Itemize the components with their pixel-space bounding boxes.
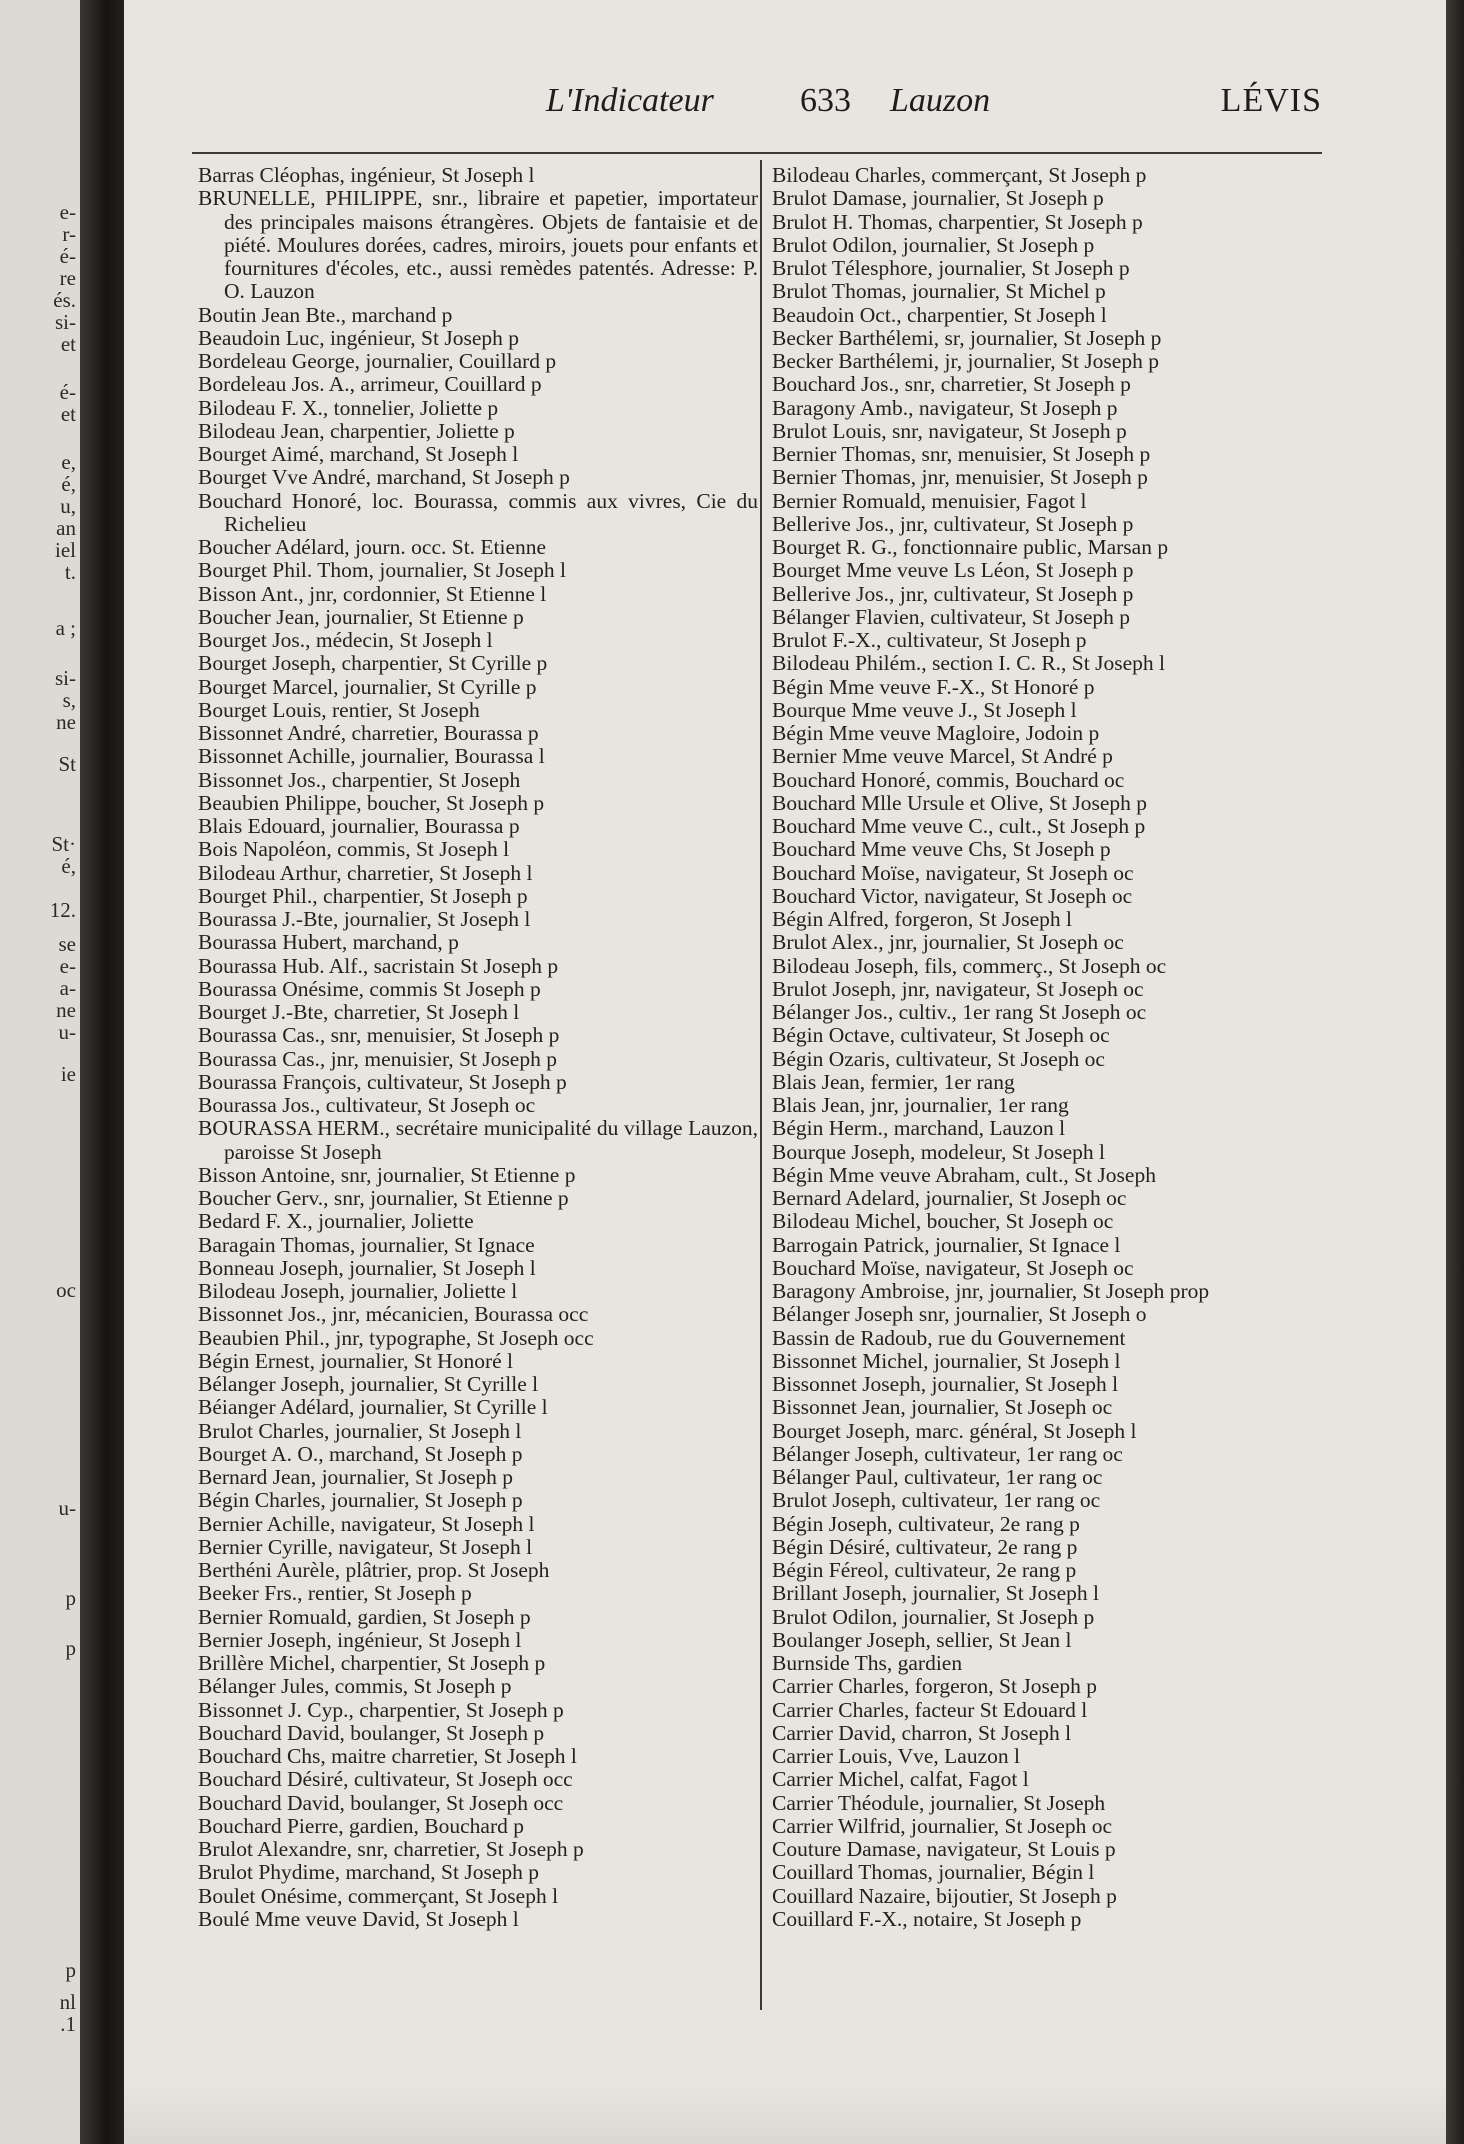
prev-page-fragment: p — [65, 1586, 76, 1610]
directory-entry: Becker Barthélemi, jr, journalier, St Joseph p — [772, 349, 1159, 373]
directory-entry: Bélanger Joseph, cultivateur, 1er rang oc — [772, 1441, 1123, 1466]
directory-entry: Bilodeau Philém., section I. C. R., St Joseph l — [772, 651, 1165, 676]
directory-entry: Bourget Joseph, marc. général, St Joseph l — [772, 1418, 1137, 1443]
prev-page-fragment: a- — [59, 976, 76, 1000]
directory-entry: Bélanger Paul, cultivateur, 1er rang oc — [772, 1465, 1103, 1489]
directory-entry: Bélanger Jos., cultiv., 1er rang St Joseph oc — [772, 1000, 1147, 1024]
directory-entry: BRUNELLE, PHILIPPE, snr., libraire et papetier, importateur des principales maisons étrangères. Objets de fantaisie et de piété. Moulures dorées, cadres, miroirs, jouets pour enfants et fournitures d'écoles, etc., aussi remèdes patentés. Adresse: P. O. Lauzon — [198, 186, 758, 304]
prev-page-fragment: p — [65, 1636, 76, 1660]
prev-page-fragment: an — [56, 516, 76, 540]
directory-entry: Bouchard David, boulanger, St Joseph occ — [198, 1790, 564, 1815]
directory-entry: Couillard Nazaire, bijoutier, St Joseph p — [772, 1883, 1117, 1908]
prev-page-fragment: p — [65, 1958, 76, 1982]
directory-entry: Beaubien Philippe, boucher, St Joseph p — [198, 790, 545, 815]
directory-entry: Bernard Jean, journalier, St Joseph p — [198, 1465, 513, 1489]
directory-entry: Bilodeau Joseph, fils, commerç., St Joseph oc — [772, 953, 1167, 978]
prev-page-fragment: és. — [53, 288, 76, 312]
directory-entry: Bourget Mme veuve Ls Léon, St Joseph p — [772, 558, 1134, 583]
directory-entry: Bissonnet Achille, journalier, Bourassa l — [198, 744, 545, 769]
directory-entry: Bourassa Hub. Alf., sacristain St Joseph p — [198, 953, 559, 978]
directory-entry: Bernier Mme veuve Marcel, St André p — [772, 744, 1113, 769]
directory-entry: Bourassa Hubert, marchand, p — [198, 930, 459, 955]
directory-entry: Bernier Achille, navigateur, St Joseph l — [198, 1511, 535, 1536]
directory-entry: Brulot Joseph, jnr, navigateur, St Joseph oc — [772, 976, 1144, 1001]
directory-entry: Brulot Odilon, journalier, St Joseph p — [772, 1604, 1095, 1629]
directory-entry: Beaudoin Oct., charpentier, St Joseph l — [772, 302, 1107, 327]
directory-entry: Blais Jean, fermier, 1er rang — [772, 1069, 1015, 1094]
directory-entry: Bassin de Radoub, rue du Gouvernement — [772, 1325, 1126, 1350]
directory-entry: Brulot Charles, journalier, St Joseph l — [198, 1418, 522, 1443]
directory-entry: Carrier Théodule, journalier, St Joseph — [772, 1790, 1106, 1815]
directory-entry: Bourget Aimé, marchand, St Joseph l — [198, 442, 519, 466]
directory-entry: Bilodeau Jean, charpentier, Joliette p — [198, 418, 515, 443]
prev-page-fragment: iel — [55, 538, 76, 562]
directory-entry: Bourget Joseph, charpentier, St Cyrille p — [198, 651, 548, 676]
directory-entry: Boutin Jean Bte., marchand p — [198, 302, 453, 327]
directory-entry: Bisson Ant., jnr, cordonnier, St Etienne l — [198, 581, 547, 606]
directory-entry: Bourassa J.-Bte, journalier, St Joseph l — [198, 907, 531, 931]
prev-page-fragment: e- — [59, 200, 76, 224]
prev-page-fragment: re — [59, 266, 76, 290]
prev-page-fragment: ie — [60, 1062, 76, 1086]
directory-entry: Bilodeau Arthur, charretier, St Joseph l — [198, 860, 533, 885]
directory-entry: Bouchard Pierre, gardien, Bouchard p — [198, 1813, 524, 1838]
directory-entry: Carrier Charles, forgeron, St Joseph p — [772, 1674, 1098, 1699]
directory-entry: Blais Jean, jnr, journalier, 1er rang — [772, 1093, 1069, 1117]
directory-entry: Bouchard Jos., snr, charretier, St Joseph p — [772, 372, 1131, 397]
directory-entry: Bégin Féreol, cultivateur, 2e rang p — [772, 1558, 1077, 1582]
prev-page-fragment: u, — [60, 494, 76, 518]
directory-entry: Bourget Louis, rentier, St Joseph — [198, 697, 480, 722]
right-column — [772, 164, 1332, 1931]
directory-entry: Bouchard Honoré, loc. Bourassa, commis aux vivres, Cie du Richelieu — [198, 488, 758, 536]
directory-entry: Brillant Joseph, journalier, St Joseph l — [772, 1581, 1099, 1606]
prev-page-fragment: é- — [59, 244, 76, 268]
directory-entry: Boulanger Joseph, sellier, St Jean l — [772, 1627, 1072, 1652]
directory-entry: Bouchard Honoré, commis, Bouchard oc — [772, 767, 1125, 792]
directory-entry: Beaubien Phil., jnr, typographe, St Joseph occ — [198, 1325, 594, 1350]
prev-page-fragment: 12. — [49, 898, 76, 922]
directory-entry: Bedard F. X., journalier, Joliette — [198, 1209, 474, 1234]
prev-page-fragment: ne — [56, 998, 76, 1022]
directory-entry: Couillard F.-X., notaire, St Joseph p — [772, 1906, 1082, 1931]
directory-entry: Bellerive Jos., jnr, cultivateur, St Joseph p — [772, 581, 1134, 606]
directory-entry: Bourget Marcel, journalier, St Cyrille p — [198, 674, 537, 699]
directory-entry: Brulot Odilon, journalier, St Joseph p — [772, 232, 1095, 257]
prev-page-fragment: se — [58, 932, 76, 956]
directory-entry: Bouchard Mlle Ursule et Olive, St Joseph p — [772, 790, 1148, 815]
running-title: L'Indicateur — [546, 82, 714, 119]
directory-entry: Bilodeau Joseph, journalier, Joliette l — [198, 1279, 518, 1303]
directory-entry: Brulot F.-X., cultivateur, St Joseph p — [772, 628, 1087, 652]
directory-entry: Bégin Mme veuve Magloire, Jodoin p — [772, 721, 1100, 745]
directory-entry: Barras Cléophas, ingénieur, St Joseph l — [198, 163, 535, 187]
directory-entry: Bélanger Flavien, cultivateur, St Joseph p — [772, 604, 1130, 629]
directory-entry: Bernier Joseph, ingénieur, St Joseph l — [198, 1627, 522, 1652]
directory-entry: Blais Edouard, journalier, Bourassa p — [198, 814, 520, 838]
directory-entry: Bissonnet Jos., jnr, mécanicien, Bourassa occ — [198, 1302, 589, 1327]
prev-page-fragment: u- — [58, 1020, 76, 1044]
book-gutter — [80, 0, 124, 2144]
directory-entry: Bissonnet Jos., charpentier, St Joseph — [198, 767, 521, 792]
directory-entry: Bourget Phil., charpentier, St Joseph p — [198, 883, 528, 908]
directory-entry: Carrier Louis, Vve, Lauzon l — [772, 1744, 1020, 1768]
directory-entry: Bégin Alfred, forgeron, St Joseph l — [772, 907, 1072, 931]
prev-page-fragment: nl — [59, 1990, 76, 2014]
prev-page-fragment: .1 — [60, 2012, 76, 2036]
column-divider — [760, 160, 762, 2010]
directory-entry: Bélanger Joseph, journalier, St Cyrille l — [198, 1372, 539, 1396]
directory-entry: Bouchard Mme veuve Chs, St Joseph p — [772, 837, 1111, 862]
directory-entry: Bourget J.-Bte, charretier, St Joseph l — [198, 1000, 520, 1024]
header-rule — [192, 152, 1322, 154]
directory-entry: Carrier Michel, calfat, Fagot l — [772, 1767, 1029, 1792]
directory-entry: Bourget Vve André, marchand, St Joseph p — [198, 465, 570, 490]
prev-page-fragment: si- — [55, 666, 76, 690]
directory-entry: Brulot Louis, snr, navigateur, St Joseph p — [772, 418, 1127, 443]
directory-entry: Bissonnet Jean, journalier, St Joseph oc — [772, 1395, 1113, 1420]
prev-page-fragment: é, — [61, 854, 76, 878]
directory-entry: Bélanger Joseph snr, journalier, St Joseph o — [772, 1302, 1147, 1327]
directory-entry: Carrier Charles, facteur St Edouard l — [772, 1697, 1088, 1722]
directory-entry: Bégin Ozaris, cultivateur, St Joseph oc — [772, 1046, 1105, 1071]
directory-entry: Bégin Mme veuve F.-X., St Honoré p — [772, 674, 1095, 699]
directory-entry: Bourget R. G., fonctionnaire public, Marsan p — [772, 535, 1169, 559]
prev-page-fragment: et — [60, 402, 76, 426]
page-number: 633 — [800, 82, 851, 119]
directory-entry: Boucher Gerv., snr, journalier, St Etienne p — [198, 1186, 569, 1210]
directory-entry: Bernier Cyrille, navigateur, St Joseph l — [198, 1534, 533, 1559]
directory-entry: Berthéni Aurèle, plâtrier, prop. St Joseph — [198, 1558, 550, 1582]
directory-entry: Bouchard Victor, navigateur, St Joseph oc — [772, 883, 1133, 908]
directory-entry: Bernard Adelard, journalier, St Joseph oc — [772, 1186, 1127, 1210]
directory-entry: Carrier Wilfrid, journalier, St Joseph oc — [772, 1813, 1113, 1838]
previous-page-edge — [0, 0, 80, 2144]
directory-entry: Beeker Frs., rentier, St Joseph p — [198, 1581, 472, 1606]
directory-entry: Bissonnet Michel, journalier, St Joseph l — [772, 1348, 1121, 1373]
directory-entry: Bégin Désiré, cultivateur, 2e rang p — [772, 1534, 1078, 1559]
directory-entry: Boucher Jean, journalier, St Etienne p — [198, 604, 524, 629]
directory-entry: Bisson Antoine, snr, journalier, St Etienne p — [198, 1162, 576, 1187]
directory-entry: Bouchard Chs, maitre charretier, St Joseph l — [198, 1744, 577, 1768]
directory-entry: Bourque Joseph, modeleur, St Joseph l — [772, 1139, 1105, 1164]
prev-page-fragment: r- — [62, 222, 76, 246]
directory-entry: Bégin Ernest, journalier, St Honoré l — [198, 1348, 514, 1373]
prev-page-fragment: u- — [58, 1496, 76, 1520]
directory-entry: Bernier Romuald, menuisier, Fagot l — [772, 488, 1087, 513]
directory-entry: Baragony Ambroise, jnr, journalier, St Joseph prop — [772, 1279, 1210, 1303]
directory-entry: Becker Barthélemi, sr, journalier, St Joseph p — [772, 325, 1162, 350]
directory-entry: Bordeleau Jos. A., arrimeur, Couillard p — [198, 372, 542, 397]
prev-page-fragment: e- — [59, 954, 76, 978]
directory-entry: Boucher Adélard, journ. occ. St. Etienne — [198, 535, 547, 559]
directory-entry: Brulot Damase, journalier, St Joseph p — [772, 186, 1104, 211]
directory-entry: Bouchard David, boulanger, St Joseph p — [198, 1720, 545, 1745]
directory-page — [124, 0, 1446, 2144]
directory-entry: Bouchard Moïse, navigateur, St Joseph oc — [772, 1255, 1134, 1280]
directory-entry: Bissonnet Joseph, journalier, St Joseph l — [772, 1372, 1119, 1396]
directory-entry: Bourassa Onésime, commis St Joseph p — [198, 976, 541, 1001]
region-name: LÉVIS — [1220, 82, 1322, 119]
directory-entry: Bouchard Désiré, cultivateur, St Joseph occ — [198, 1767, 573, 1792]
directory-entry: Barrogain Patrick, journalier, St Ignace l — [772, 1232, 1121, 1257]
directory-entry: Bourget Phil. Thom, journalier, St Joseph l — [198, 558, 567, 583]
directory-entry: Boulé Mme veuve David, St Joseph l — [198, 1906, 519, 1931]
directory-entry: Bellerive Jos., jnr, cultivateur, St Joseph p — [772, 511, 1134, 536]
directory-entry: Bourget A. O., marchand, St Joseph p — [198, 1441, 523, 1466]
directory-entry: Bilodeau F. X., tonnelier, Joliette p — [198, 395, 499, 420]
prev-page-fragment: si- — [55, 310, 76, 334]
directory-entry: Bernier Thomas, snr, menuisier, St Joseph p — [772, 442, 1151, 466]
directory-entry: Bourassa Cas., snr, menuisier, St Joseph p — [198, 1023, 560, 1048]
directory-entry: BOURASSA HERM., secrétaire municipalité du village Lauzon, paroisse St Joseph — [198, 1116, 758, 1164]
directory-entry: Baragain Thomas, journalier, St Ignace — [198, 1232, 535, 1257]
directory-entry: Bilodeau Charles, commerçant, St Joseph p — [772, 163, 1147, 187]
directory-entry: Bourassa Cas., jnr, menuisier, St Joseph p — [198, 1046, 557, 1071]
directory-entry: Couture Damase, navigateur, St Louis p — [772, 1837, 1116, 1861]
directory-entry: Bonneau Joseph, journalier, St Joseph l — [198, 1255, 536, 1280]
directory-entry: Brulot Thomas, journalier, St Michel p — [772, 279, 1106, 304]
running-header — [194, 82, 1322, 122]
directory-entry: Bélanger Jules, commis, St Joseph p — [198, 1674, 512, 1699]
directory-entry: Bourget Jos., médecin, St Joseph l — [198, 628, 493, 652]
prev-page-fragment: oc — [56, 1278, 76, 1302]
directory-entry: Bois Napoléon, commis, St Joseph l — [198, 837, 510, 862]
directory-entry: Bordeleau George, journalier, Couillard p — [198, 349, 557, 373]
directory-entry: Bégin Charles, journalier, St Joseph p — [198, 1488, 523, 1513]
directory-entry: Bégin Herm., marchand, Lauzon l — [772, 1116, 1066, 1141]
prev-page-fragment: a ; — [55, 616, 76, 640]
directory-entry: Bouchard Moïse, navigateur, St Joseph oc — [772, 860, 1134, 885]
prev-page-fragment: é, — [61, 472, 76, 496]
prev-page-fragment: t. — [64, 560, 76, 584]
page-shading — [124, 2084, 1446, 2144]
directory-entry: Brulot Joseph, cultivateur, 1er rang oc — [772, 1488, 1101, 1513]
directory-entry: Bissonnet André, charretier, Bourassa p — [198, 721, 539, 745]
directory-entry: Bourassa Jos., cultivateur, St Joseph oc — [198, 1093, 536, 1117]
prev-page-fragment: St — [58, 752, 76, 776]
directory-entry: Brulot Alexandre, snr, charretier, St Joseph p — [198, 1837, 584, 1861]
directory-entry: Brulot H. Thomas, charpentier, St Joseph p — [772, 209, 1143, 234]
prev-page-fragment: s, — [62, 688, 76, 712]
running-place: Lauzon — [890, 82, 991, 119]
directory-entry: Brulot Alex., jnr, journalier, St Joseph oc — [772, 930, 1124, 955]
page-edge-right — [1446, 0, 1464, 2144]
directory-entry: Beaudoin Luc, ingénieur, St Joseph p — [198, 325, 519, 350]
prev-page-fragment: St· — [51, 832, 76, 856]
directory-entry: Baragony Amb., navigateur, St Joseph p — [772, 395, 1118, 420]
directory-entry: Brulot Phydime, marchand, St Joseph p — [198, 1860, 539, 1885]
prev-page-fragment: é- — [59, 380, 76, 404]
prev-page-fragment: et — [60, 332, 76, 356]
directory-entry: Bourassa François, cultivateur, St Joseph p — [198, 1069, 567, 1094]
prev-page-fragment: ne — [56, 710, 76, 734]
directory-entry: Carrier David, charron, St Joseph l — [772, 1720, 1072, 1745]
directory-entry: Bégin Octave, cultivateur, St Joseph oc — [772, 1023, 1110, 1048]
directory-entry: Bissonnet J. Cyp., charpentier, St Joseph p — [198, 1697, 564, 1722]
directory-entry: Bernier Thomas, jnr, menuisier, St Joseph p — [772, 465, 1148, 490]
left-column — [198, 164, 758, 1931]
directory-entry: Bégin Mme veuve Abraham, cult., St Joseph — [772, 1162, 1156, 1187]
directory-entry: Bernier Romuald, gardien, St Joseph p — [198, 1604, 531, 1629]
directory-entry: Couillard Thomas, journalier, Bégin l — [772, 1860, 1095, 1885]
directory-entry: Bégin Joseph, cultivateur, 2e rang p — [772, 1511, 1080, 1536]
directory-entry: Bourque Mme veuve J., St Joseph l — [772, 697, 1077, 722]
prev-page-fragment: e, — [61, 450, 76, 474]
directory-entry: Béianger Adélard, journalier, St Cyrille l — [198, 1395, 548, 1420]
directory-entry: Bilodeau Michel, boucher, St Joseph oc — [772, 1209, 1114, 1234]
directory-entry: Burnside Ths, gardien — [772, 1651, 963, 1675]
directory-entry: Brulot Télesphore, journalier, St Joseph p — [772, 256, 1130, 280]
directory-entry: Brillère Michel, charpentier, St Joseph p — [198, 1651, 546, 1675]
directory-entry: Bouchard Mme veuve C., cult., St Joseph p — [772, 814, 1146, 838]
directory-entry: Boulet Onésime, commerçant, St Joseph l — [198, 1883, 559, 1908]
